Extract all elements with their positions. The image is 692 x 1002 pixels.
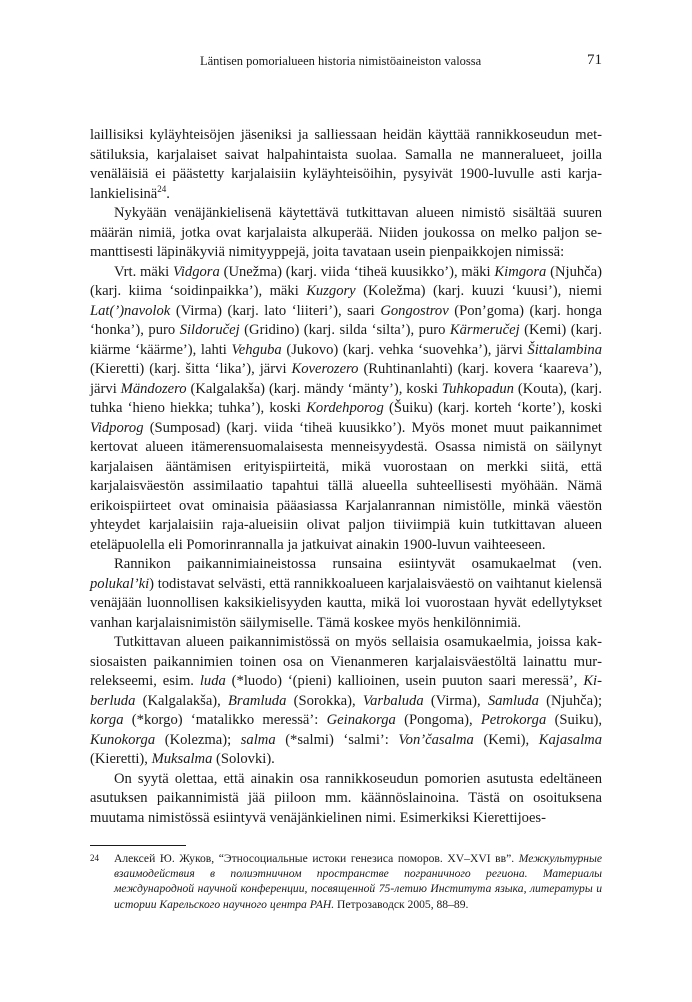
text-run: (Kouta), (karj. tuhka ‘hieno hiekka; tuhka’), koski [90, 380, 602, 416]
text-run: (*korgo) ‘matalikko meressä’: [123, 712, 327, 728]
italic-term: Kimgora [494, 263, 547, 280]
text-run: (Koležma) (karj. kuuzi ‘kuusi’), niemi [355, 283, 602, 299]
text-run: (Sorokka), [286, 692, 363, 709]
italic-term: Kuzgory [306, 283, 356, 299]
text-run: Петрозаводск 2005, 88–89. [334, 897, 469, 911]
text-run: (Njuhča); [538, 692, 603, 709]
italic-term: Mändozero [120, 380, 187, 397]
text-run: (Kemi), [473, 731, 539, 748]
italic-term: Vidgora [173, 263, 220, 280]
paragraph [90, 126, 602, 204]
italic-term: korga [90, 712, 124, 728]
italic-term: Lat(’)navolok [90, 302, 171, 319]
italic-term: polukal’ki [90, 575, 150, 592]
text-run: (Solovki). [212, 751, 275, 767]
italic-term: Kärmeručej [449, 322, 520, 338]
italic-term: Kordehporog [306, 400, 384, 416]
italic-term: Kiberluda [90, 673, 602, 709]
paragraph [90, 633, 602, 770]
text-run: (Pongoma), [395, 712, 481, 728]
italic-term: Samluda [487, 692, 539, 709]
paragraph [90, 204, 602, 263]
text-run: (Kieretti), [90, 751, 152, 767]
italic-term: salma [240, 731, 276, 748]
page-number: 71 [587, 52, 602, 68]
text-run: Vrt. mäki [114, 263, 174, 280]
italic-term: Sildoručej [179, 322, 240, 338]
footnote-ref: 24 [157, 183, 167, 194]
text-run: Tutkittavan alueen paikannimistössä on myös sellaisia osamukaelmia, joissa kaksiosaisten paikannimien toinen osa on Vienanmeren karjalaisväestöltä lainattu murrelekseemi, esim. [90, 634, 602, 689]
italic-term: Bramluda [228, 692, 287, 709]
running-header [90, 52, 602, 72]
italic-term: Petrokorga [480, 712, 547, 728]
text-run: (*salmi) ‘salmi’: [275, 731, 399, 748]
text-run: (Kolezma); [155, 731, 241, 748]
italic-term: Šittalambina [527, 341, 603, 358]
footnote-text [114, 851, 602, 912]
text-run: (Sumposad) (karj. viida ‘tiheä kuusikko’). Myös monet muut paikannimet kertovat alueen itämerensuomalaisesta menneisyydestä. Osassa nimistä on säilynyt karjalaisen ääntämisen erityispiirteitä, mikä vuorostaan on merkki siitä, että karjalaisväestön assimilaatio tapahtui tällä alueella suhteellisesti myöhään. Nämä erikoispiirteet ovat ominaisia pääasiassa Karjalanrannan nimistölle, minkä väestön yhteydet karjalaisiin raja-alueisiin olivat paljon tiiviimpiä kuin tutkittavan alueen eteläpuolella eli Pomorinrannalla ja jatkuivat ainakin 1900-luvun vaihteeseen. [90, 419, 602, 553]
text-run: (Virma), [423, 692, 488, 709]
italic-term: Muksalma [151, 751, 213, 767]
text-run: (Ruhtinanlahti) (karj. kovera ‘kaareva’), järvi [90, 361, 602, 397]
italic-term: Межкультурные взаимодействия в полиэтничном пространстве пограничного региона. Материалы международной научной конференции, посвященной 75-летию Института языка, литературы и истории Карельского научного центра РАН. [114, 852, 602, 911]
italic-term: Kajasalma [538, 731, 602, 748]
text-run: (Njuhča) (karj. kiima ‘soidinpaikka’), mäki [90, 263, 602, 299]
italic-term: Koverozero [291, 361, 359, 377]
italic-term: Geinakorga [326, 712, 396, 728]
text-run: (Kieretti) (karj. šitta ‘lika’), järvi [90, 361, 292, 377]
footnote-number: 24 [90, 853, 99, 863]
italic-term: Kunokorga [90, 731, 156, 748]
text-run: (Unežma) (karj. viida ‘tiheä kuusikko’), mäki [219, 263, 495, 280]
italic-term: Vehguba [231, 341, 282, 358]
italic-term: Tuhkopadun [441, 380, 514, 397]
text-run: (*luodo) ‘(pieni) kallioinen, usein puuton saari meressä’, [225, 673, 584, 689]
text-run: (Kemi) (karj. kiärme ‘käärme’), lahti [90, 322, 602, 358]
footnote-separator [90, 845, 186, 846]
italic-term: Von’časalma [398, 731, 474, 748]
paragraph [90, 555, 602, 633]
text-run: (Šuiku) (karj. korteh ‘korte’), koski [383, 400, 602, 416]
running-title: Läntisen pomorialueen historia nimistöaineiston valossa [200, 54, 482, 68]
text-run: laillisiksi kyläyhteisöjen jäseniksi ja salliessaan heidän käyttää rannikkoseudun metsätiluksia, karjalaiset saivat halpahintaista suolaa. Samalla ne manneralueet, joilla venäläisiä ei päästetty karjalaisiin kyläyhteisöihin, pysyivät 1900-luvulle asti karjalankielisinä [90, 127, 602, 202]
text-run: (Gridino) (karj. silda ‘silta’), puro [239, 322, 450, 338]
italic-term: Vidporog [90, 419, 144, 436]
text-run: Rannikon paikannimiaineistossa runsaina esiintyvät osamukaelmat (ven. [114, 556, 602, 572]
text-run: Nykyään venäjänkielisenä käytettävä tutkittavan alueen nimistö sisältää suuren määrän nimiä, jotka ovat karjalaista alkuperää. Niiden joukossa on melko paljon semanttisesti läpinäkyviä nimityyppejä, joita tavataan usein pienpaikkojen nimissä: [90, 205, 602, 260]
italic-term: luda [199, 673, 226, 689]
text-run: (Pon’goma) (karj. honga ‘honka’), puro [90, 302, 602, 338]
text-run: On syytä olettaa, että ainakin osa rannikkoseudun pomorien asutusta edeltäneen asutuksen paikannimistä jää piiloon mm. käännöslainoina. Tästä on osoituksena muutama nimistössä esiintyvä venäjänkielinen nimi. Esimerkiksi Kierettijoes- [90, 770, 602, 826]
text-run: (Kalgalakša), [135, 692, 229, 709]
text-run: (Kalgalakša) (karj. mändy ‘mänty’), koski [186, 380, 442, 397]
italic-term: Gongostrov [380, 302, 449, 319]
italic-term: Varbaluda [362, 692, 424, 709]
text-run: Алексей Ю. Жуков, “Этносоциальные истоки генезиса поморов. XV–XVI вв”. [114, 852, 519, 865]
text-run: (Suiku), [546, 712, 603, 728]
text-run: . [166, 185, 170, 202]
footnote [90, 851, 602, 912]
text-run: (Jukovo) (karj. vehka ‘suovehka’), järvi [281, 341, 528, 358]
text-run: ) todistavat selvästi, että rannikkoalueen karjalaisväestö on vaihtanut kielensä venäjään luonnollisen kaksikielisyyden kautta, mikä loi vuorostaan hyvät edellytykset vanhan karjalaisnimistön säilymiselle. Tämä koskee myös henkilönnimiä. [90, 575, 602, 631]
body-text [90, 126, 602, 828]
paragraph [90, 263, 602, 556]
paragraph [90, 770, 602, 829]
text-run: (Virma) (karj. lato ‘liiteri’), saari [170, 302, 381, 319]
